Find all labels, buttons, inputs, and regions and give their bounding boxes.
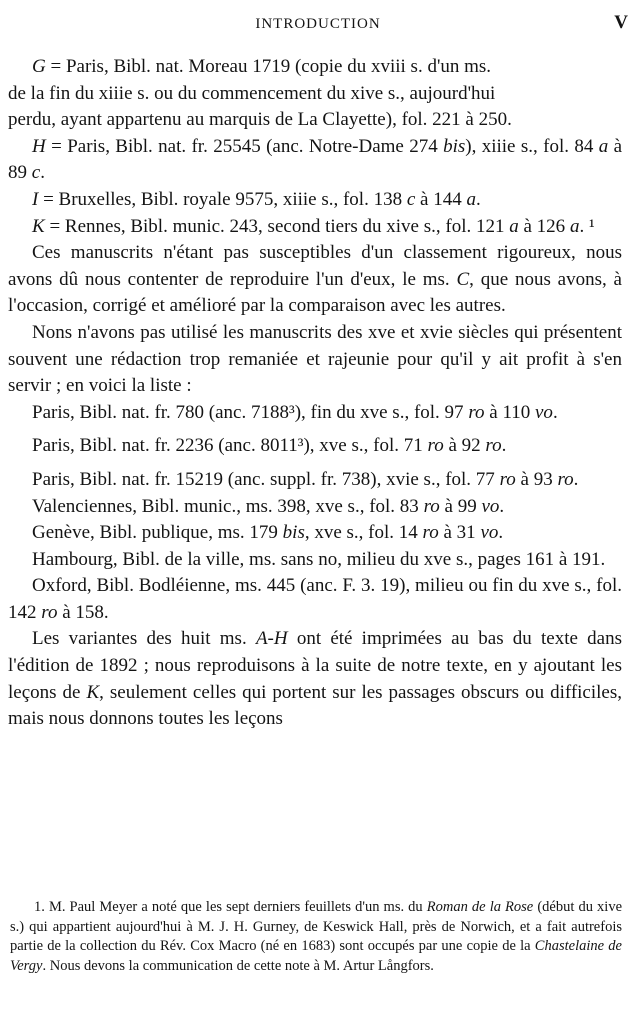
manuscript-list-item: Hambourg, Bibl. de la ville, ms. sans no, milieu du xve s., pages 161 à 191. bbox=[32, 548, 606, 570]
paragraph-variants: Les variantes des huit ms. A-H ont été imprimées au bas du texte dans l'édition de 1892 ; nous reproduisons à la suite de notre texte, en y ajoutant les leçons de K, seulement celles qui portent sur les passages obscurs ou difficiles, mais nous donnons toutes les leçons bbox=[8, 628, 623, 730]
manuscript-entry-g-cont: de la fin du xiiie s. ou du commencement du xive s., aujourd'hui bbox=[8, 82, 496, 104]
manuscript-list-item: Paris, Bibl. nat. fr. 2236 (anc. 8011³), xve s., fol. 71 ro à 92 ro. bbox=[32, 435, 507, 457]
main-text bbox=[8, 54, 622, 733]
manuscript-list-item: Paris, Bibl. nat. fr. 15219 (anc. suppl. fr. 738), xvie s., fol. 77 ro à 93 ro. bbox=[32, 468, 579, 490]
manuscript-entry-g-cont2: perdu, ayant appartenu au marquis de La Clayette), fol. 221 à 250. bbox=[8, 109, 512, 131]
manuscript-list-item: Genève, Bibl. publique, ms. 179 bis, xve s., fol. 14 ro à 31 vo. bbox=[32, 522, 504, 544]
manuscript-list-item: Valenciennes, Bibl. munic., ms. 398, xve s., fol. 83 ro à 99 vo. bbox=[32, 495, 505, 517]
sigil-g: G bbox=[32, 56, 46, 77]
manuscript-list-item: Oxford, Bibl. Bodléienne, ms. 445 (anc. F. 3. 19), milieu ou fin du xve s., fol. 142 ro à 158. bbox=[8, 575, 622, 623]
sigil-h: H bbox=[32, 135, 46, 157]
page-number: V bbox=[614, 12, 628, 33]
sigil-k: K bbox=[32, 215, 45, 237]
running-title: INTRODUCTION bbox=[255, 16, 381, 32]
paragraph-classification: Ces manuscrits n'étant pas susceptibles d'un classement rigoureux, nous avons dû nous contenter de reproduire l'un d'eux, le ms. C, que nous avons, à l'occasion, corrigé et amélioré par la comparaison avec les autres. bbox=[8, 242, 622, 317]
footnote bbox=[10, 898, 622, 976]
manuscript-entry-i: I = Bruxelles, Bibl. royale 9575, xiiie s., fol. 138 c à 144 a. bbox=[32, 188, 481, 210]
footnote-1: 1. M. Paul Meyer a noté que les sept derniers feuillets d'un ms. du Roman de la Rose (début du xive s.) qui appartient aujourd'hui à M. J. H. Gurney, de Keswick Hall, près de Norwich, et a fait autrefois partie de la collection du Rév. Cox Macro (né en 1683) sont occupés par une copie de la Chastelaine de Vergy. Nous devons la communication de cette note à M. Artur Långfors. bbox=[10, 899, 622, 974]
manuscript-entry-g: G = Paris, Bibl. nat. Moreau 1719 (copie du xviii s. d'un ms. bbox=[32, 56, 492, 77]
paragraph-unused-manuscripts: Nons n'avons pas utilisé les manuscrits des xve et xvie siècles qui présentent souvent une rédaction trop remaniée et rajeunie pour qu'il y ait profit à s'en servir ; en voici la liste : bbox=[8, 321, 622, 397]
manuscript-list-item: Paris, Bibl. nat. fr. 780 (anc. 7188³), fin du xve s., fol. 97 ro à 110 vo. bbox=[32, 401, 558, 423]
manuscript-entry-k: K = Rennes, Bibl. munic. 243, second tiers du xive s., fol. 121 a à 126 a. ¹ bbox=[32, 215, 595, 237]
page-header bbox=[0, 12, 636, 36]
manuscript-entry-h: H = Paris, Bibl. nat. fr. 25545 (anc. Notre-Dame 274 bis), xiiie s., fol. 84 a à 89 c. bbox=[8, 135, 623, 184]
sigil-i: I bbox=[32, 188, 39, 210]
